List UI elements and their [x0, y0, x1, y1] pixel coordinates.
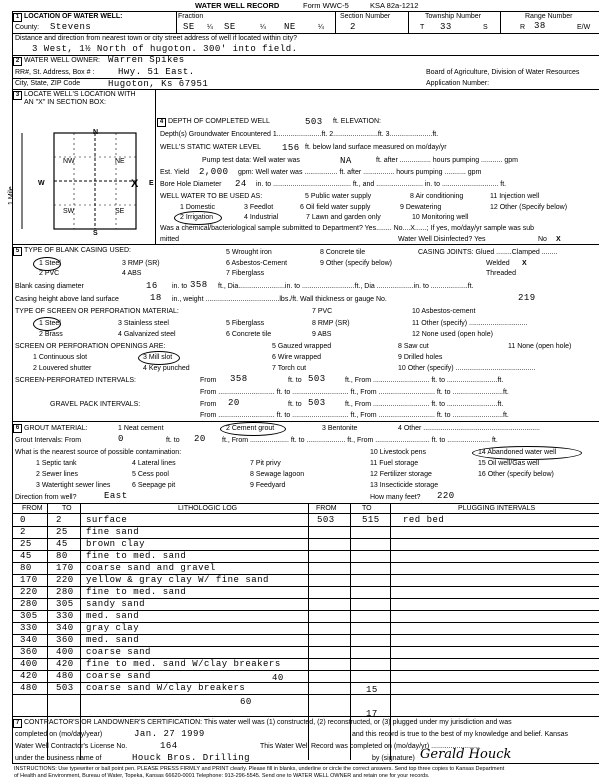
south-label: S	[93, 230, 98, 237]
contam-option: 4 Lateral lines	[132, 460, 176, 467]
township-value: 33	[440, 22, 452, 32]
casing-joint-threaded: Threaded	[486, 270, 516, 277]
selected-circle	[33, 257, 61, 271]
contam-option: 10 Livestock pens	[370, 449, 427, 456]
east-label: E	[149, 180, 154, 187]
to-label: ft. to	[288, 377, 302, 384]
rule	[155, 89, 156, 244]
quarter-2: SE	[224, 22, 236, 32]
contam-option: 1 Septic tank	[36, 460, 77, 467]
screen-interval-empty: From ............................. ft. to ............................. ft., From ............................. ft. to ..........................ft.	[200, 389, 509, 396]
rule	[335, 11, 336, 33]
log-lithology: surface	[86, 515, 128, 525]
casing-option: 3 RMP (SR)	[122, 260, 160, 267]
casing-option: 9 Other (specify below)	[320, 260, 392, 267]
pump-test-rest: ft. after ................ hours pumping ........... gpm	[376, 157, 518, 164]
address-label: RR#, St. Address, Box # :	[15, 69, 95, 76]
log-to: 360	[56, 635, 74, 645]
rule	[12, 33, 599, 34]
opening-option: 8 Saw cut	[398, 343, 429, 350]
contam-option-selected: 14 Abandoned water well	[478, 449, 557, 456]
log-from: 420	[20, 671, 38, 681]
contam-option: 9 Feedyard	[250, 482, 286, 489]
log-lithology: fine to med. sand	[86, 587, 187, 597]
rule	[12, 503, 599, 504]
section-label: LOCATE WELL'S LOCATION WITH	[24, 91, 136, 98]
groundwater-depths: Depth(s) Groundwater Encountered 1.......................ft. 2.......................ft. 3......................ft.	[160, 131, 439, 138]
log-lithology: brown clay	[86, 539, 146, 549]
opening-option: 4 Key punched	[143, 365, 190, 372]
contam-option: 11 Fuel storage	[370, 460, 419, 467]
log-from: 480	[20, 683, 38, 693]
screen-option: 5 Fiberglass	[226, 320, 265, 327]
log-lithology: med. sand	[86, 635, 140, 645]
log-from: 2	[20, 527, 26, 537]
depth-value: 503	[305, 117, 323, 127]
opening-option: 11 None (open hole)	[508, 343, 572, 350]
signature-label: by (signature)	[372, 755, 415, 762]
log-from: 305	[20, 611, 38, 621]
in-to-label: in. to	[172, 283, 188, 290]
section-number: 1	[13, 13, 22, 22]
openings-label: SCREEN OR PERFORATION OPENINGS ARE:	[15, 343, 166, 350]
log-to: 80	[56, 551, 68, 561]
section-number-label: Section Number	[340, 13, 391, 20]
range-direction: E/W	[577, 24, 591, 31]
grout-option: 1 Neat cement	[118, 425, 164, 432]
plug-to: 515	[362, 515, 380, 525]
log-from: 45	[20, 551, 32, 561]
contam-option: 6 Seepage pit	[132, 482, 176, 489]
screen-option: 2 Brass	[39, 331, 63, 338]
selected-circle	[138, 351, 180, 365]
direction-label: Direction from well?	[15, 494, 77, 501]
casing-height-rest: in., weight ......................................lbs./ft. Wall thickness or gauge No.	[172, 296, 387, 303]
log-to: 400	[56, 647, 74, 657]
contam-option: 8 Sewage lagoon	[250, 471, 305, 478]
use-option: 5 Public water supply	[305, 193, 372, 200]
gauge-value: 219	[518, 293, 536, 303]
grout-interval-rest: ft., From .................... ft. to .................... ft., From ............................ ft. to ...................... ft.	[222, 437, 498, 444]
log-from: 340	[20, 635, 38, 645]
log-to: 220	[56, 575, 74, 585]
log-lithology: yellow & gray clay W/ fine sand	[86, 575, 269, 585]
bore-label: Bore Hole Diameter	[160, 181, 222, 188]
opening-option: 10 Other (specify) .........................................	[398, 365, 536, 372]
disinfected-mark: X	[556, 236, 561, 243]
disinfected-question: Water Well Disinfected? Yes	[398, 236, 486, 243]
instructions-line-2: of Health and Environment, Bureau of Water, Topeka, Kansas 66620-0001 Telephone: 913-296-5545. Send one to WATER WELL OWNER and retain one for your records.	[14, 773, 430, 779]
section-number: 5	[13, 247, 22, 256]
from-label: From	[200, 401, 217, 408]
casing-option-selected: 1 Steel	[39, 260, 61, 267]
nw-label: NW	[63, 158, 75, 165]
rule	[12, 89, 599, 90]
log-to: 2	[56, 515, 62, 525]
sw-label: SW	[63, 208, 75, 215]
log-from: 0	[20, 515, 26, 525]
log-lithology: gray clay	[86, 623, 140, 633]
pump-test-value: NA	[340, 156, 352, 166]
casing-diameter-value: 16	[146, 281, 158, 291]
log-header-from: FROM	[22, 505, 43, 512]
feet-value: 220	[437, 491, 455, 501]
casing-diameter-rest: ft., Dia........................in. to ...........................ft., Dia ...................in. to ...................ft.	[218, 283, 474, 290]
form-number: Form WWC-5	[303, 1, 349, 10]
signature: Gerald Houck	[420, 747, 512, 762]
rule	[176, 11, 177, 33]
selected-circle	[220, 422, 286, 436]
section-label-2: AN "X" IN SECTION BOX:	[24, 99, 106, 106]
log-lithology: coarse sand and gravel	[86, 563, 216, 573]
opening-option: 2 Louvered shutter	[33, 365, 92, 372]
screen-option: 7 PVC	[312, 308, 333, 315]
casing-height-value: 18	[150, 293, 162, 303]
gravel-pack-label: GRAVEL PACK INTERVALS:	[50, 401, 141, 408]
license-rest: This Water Well Record was completed on (mo/day/yr) .........................	[260, 743, 480, 750]
completed-date: Jan. 27 1999	[134, 729, 205, 739]
license-label: Water Well Contractor's License No.	[15, 743, 128, 750]
rule	[12, 11, 599, 12]
elevation-label: ft. ELEVATION:	[333, 118, 381, 125]
selected-circle	[472, 446, 582, 460]
log-to: 45	[56, 539, 68, 549]
log-note-40: 40	[272, 673, 284, 683]
range-prefix: R	[520, 24, 526, 31]
rule	[12, 763, 599, 764]
plug-description: red bed	[403, 515, 445, 525]
use-option: 10 Monitoring well	[412, 214, 469, 221]
quarter-symbol: ¼	[207, 24, 213, 31]
welded-mark: X	[522, 260, 527, 267]
well-use-label: WELL WATER TO BE USED AS:	[160, 193, 263, 200]
log-lithology: med. sand	[86, 611, 140, 621]
bore-rest: in. to ........................................ ft., and ........................ in. to ............................. ft.	[256, 181, 507, 188]
use-option: 8 Air conditioning	[410, 193, 464, 200]
rule	[12, 513, 599, 514]
contam-option: 3 Watertight sewer lines	[36, 482, 111, 489]
casing-depth-value: 358	[190, 280, 208, 290]
opening-option: 1 Continuous slot	[33, 354, 88, 361]
log-note-15: 15	[366, 685, 378, 695]
use-option: 7 Lawn and garden only	[306, 214, 381, 221]
use-option: 9 Dewatering	[400, 204, 442, 211]
screen-option-selected: 1 Steel	[39, 320, 61, 327]
screen-option: 6 Concrete tile	[226, 331, 272, 338]
log-note-17: 17	[366, 709, 378, 719]
section-value: 2	[350, 22, 356, 32]
opening-option: 6 Wire wrapped	[272, 354, 322, 361]
log-from: 400	[20, 659, 38, 669]
grout-intervals-label: Grout Intervals: From	[15, 437, 82, 444]
casing-diameter-label: Blank casing diameter	[15, 283, 84, 290]
screen-option: 10 Asbestos-cement	[412, 308, 476, 315]
section-number: 2	[13, 57, 22, 66]
rule	[500, 11, 501, 33]
use-option: 3 Feedlot	[244, 204, 274, 211]
use-option: 12 Other (Specify below)	[490, 204, 568, 211]
use-option: 6 Oil field water supply	[300, 204, 371, 211]
business-label: under the business name of	[15, 755, 102, 762]
log-to: 503	[56, 683, 74, 693]
city-label: City, State, ZIP Code	[15, 80, 81, 87]
use-option: 11 Injection well	[490, 193, 540, 200]
opening-option-selected: 3 Mill slot	[143, 354, 173, 361]
contam-option: 7 Pit privy	[250, 460, 281, 467]
section-number: 3	[13, 91, 22, 100]
section-label: GROUT MATERIAL:	[24, 425, 88, 432]
selected-circle	[174, 211, 222, 225]
screen-option: 12 None used (open hole)	[412, 331, 493, 338]
log-from: 25	[20, 539, 32, 549]
log-header-to-2: TO	[362, 505, 372, 512]
instructions-line-1: INSTRUCTIONS: Use typewriter or ball point pen. PLEASE PRESS FIRMLY and PRINT clearly. Please fill in blanks, underline or circle the correct answers. Send top three copies to Kansas Department	[14, 766, 505, 772]
completed-rest: and this record is true to the best of my knowledge and belief. Kansas	[352, 731, 568, 738]
log-header-to: TO	[62, 505, 72, 512]
distance-label: Distance and direction from nearest town or city street address of well if located within city?	[15, 35, 298, 42]
well-location-mark: X	[131, 178, 139, 190]
log-header-from-2: FROM	[316, 505, 337, 512]
yield-value: 2,000	[199, 167, 229, 177]
owner-name: Warren Spikes	[108, 55, 185, 65]
use-option: 4 Industrial	[244, 214, 279, 221]
casing-option: 7 Fiberglass	[226, 270, 265, 277]
rule	[12, 421, 599, 422]
log-note-60: 60	[240, 697, 252, 707]
casing-option: 5 Wrought iron	[226, 249, 272, 256]
quarter-symbol: ¼	[318, 24, 324, 31]
log-to: 305	[56, 599, 74, 609]
grout-option: 3 Bentonite	[322, 425, 358, 432]
casing-height-label: Casing height above land surface	[15, 296, 119, 303]
screen-option: 11 Other (specify) ..............................	[412, 320, 528, 327]
rule	[408, 11, 409, 33]
opening-option: 7 Torch cut	[272, 365, 307, 372]
section-number: 7	[13, 719, 22, 728]
grout-option-selected: 2 Cement grout	[226, 425, 275, 432]
mile-label: 1 Mile	[8, 186, 15, 205]
log-lithology: fine sand	[86, 527, 140, 537]
log-from: 220	[20, 587, 38, 597]
chem-sample-question: Was a chemical/bacteriological sample submitted to Department? Yes........ No....X......; If yes, mo/day/yr sample was sub	[160, 225, 535, 232]
casing-option: 8 Concrete tile	[320, 249, 366, 256]
to-label: ft. to	[288, 401, 302, 408]
screen-material-label: TYPE OF SCREEN OR PERFORATION MATERIAL:	[15, 308, 179, 315]
section-number: 4	[157, 118, 166, 127]
casing-option: 4 ABS	[122, 270, 142, 277]
west-label: W	[38, 180, 45, 187]
static-level-label: WELL'S STATIC WATER LEVEL	[160, 144, 262, 151]
use-option: 1 Domestic	[180, 204, 216, 211]
rule	[12, 55, 599, 56]
range-label: Range Number	[525, 13, 573, 20]
screen-option: 9 ABS	[312, 331, 332, 338]
log-lithology: coarse sand	[86, 647, 151, 657]
yield-label: Est. Yield	[160, 169, 190, 176]
quarter-1: SE	[183, 22, 195, 32]
log-to: 280	[56, 587, 74, 597]
screen-option: 4 Galvanized steel	[118, 331, 176, 338]
log-from: 360	[20, 647, 38, 657]
yield-rest: gpm: Well water was ................. ft. after ................ hours pumping ........... gpm	[238, 169, 482, 176]
section-number: 6	[13, 424, 22, 433]
board-label: Board of Agriculture, Division of Water Resources	[426, 69, 580, 76]
gravel-interval-empty: From ............................. ft. to ............................. ft., From ............................. ft. to ..........................ft.	[200, 412, 509, 419]
city-value: Hugoton, Ks 67951	[108, 79, 209, 89]
log-header-lithologic: LITHOLOGIC LOG	[178, 505, 238, 512]
log-from: 80	[20, 563, 32, 573]
direction-value: East	[104, 491, 128, 501]
screen-to-value: 503	[308, 374, 326, 384]
township-label: Township Number	[425, 13, 482, 20]
disinfected-no: No	[538, 236, 547, 243]
section-location-grid	[14, 108, 154, 244]
township-prefix: T	[420, 24, 425, 31]
selected-circle	[33, 317, 61, 331]
grout-option: 4 Other ............................................................	[398, 425, 540, 432]
opening-option: 5 Gauzed wrapped	[272, 343, 332, 350]
distance-value: 3 West, 1½ North of hugoton. 300' into field.	[32, 44, 298, 54]
screen-option: 3 Stainless steel	[118, 320, 169, 327]
log-to: 170	[56, 563, 74, 573]
log-to: 420	[56, 659, 74, 669]
static-level-rest: ft. below land surface measured on mo/day/yr	[305, 144, 447, 151]
section-label: LOCATION OF WATER WELL:	[24, 13, 123, 20]
gravel-interval-rest: ft., From ............................. ft. to ..........................ft.	[345, 401, 504, 408]
screen-option: 8 RMP (SR)	[312, 320, 350, 327]
contamination-label: What is the nearest source of possible contamination:	[15, 449, 182, 456]
log-row-rule	[12, 694, 599, 695]
county-value: Stevens	[50, 22, 92, 32]
log-to: 330	[56, 611, 74, 621]
casing-joint-welded: Welded	[486, 260, 510, 267]
screen-interval-rest: ft., From ............................. ft. to ..........................ft.	[345, 377, 504, 384]
depth-label: DEPTH OF COMPLETED WELL	[168, 118, 270, 125]
from-label: From	[200, 377, 217, 384]
log-to: 25	[56, 527, 68, 537]
grout-to-value: 20	[194, 434, 206, 444]
log-from: 330	[20, 623, 38, 633]
casing-option: 2 PVC	[39, 270, 60, 277]
completed-label: completed on (mo/day/year)	[15, 731, 103, 738]
township-suffix: S	[483, 24, 488, 31]
contam-option: 13 Insecticide storage	[370, 482, 439, 489]
quarter-3: NE	[284, 22, 296, 32]
log-lithology: sandy sand	[86, 599, 146, 609]
log-header-plugging: PLUGGING INTERVALS	[458, 505, 536, 512]
casing-joints: CASING JOINTS: Glued ........Clamped ........	[418, 249, 558, 256]
opening-option: 9 Drilled holes	[398, 354, 443, 361]
business-name: Houck Bros. Drilling	[132, 753, 251, 763]
north-label: N	[93, 129, 99, 136]
log-lithology: coarse sand W/clay breakers	[86, 683, 246, 693]
form-statute: KSA 82a-1212	[370, 1, 419, 10]
log-to: 340	[56, 623, 74, 633]
static-level-value: 156	[282, 143, 300, 153]
contam-option: 16 Other (specify below)	[478, 471, 554, 478]
section-label: WATER WELL OWNER:	[24, 57, 100, 64]
casing-option: 6 Asbestos-Cement	[226, 260, 288, 267]
log-lithology: fine to med. sand W/clay breakers	[86, 659, 281, 669]
log-lithology: fine to med. sand	[86, 551, 187, 561]
gravel-to-value: 503	[308, 398, 326, 408]
section-label: TYPE OF BLANK CASING USED:	[24, 247, 131, 254]
feet-label: How many feet?	[370, 494, 421, 501]
use-option-selected: 2 Irrigation	[180, 214, 214, 221]
grout-from-value: 0	[118, 434, 124, 444]
contam-option: 12 Fertilizer storage	[370, 471, 432, 478]
se-label: SE	[115, 208, 125, 215]
county-label: County:	[15, 24, 40, 31]
log-lithology: coarse sand	[86, 671, 151, 681]
log-from: 280	[20, 599, 38, 609]
contam-option: 5 Cess pool	[132, 471, 169, 478]
form-title: WATER WELL RECORD	[195, 1, 280, 10]
screen-intervals-label: SCREEN-PERFORATED INTERVALS:	[15, 377, 136, 384]
fraction-label: Fraction	[178, 13, 204, 20]
screen-from-value: 358	[230, 374, 248, 384]
address-value: Hwy. 51 East.	[118, 67, 195, 77]
rule	[12, 716, 599, 717]
chem-sample-continued: mitted	[160, 236, 180, 243]
grout-to-label: ft. to	[166, 437, 180, 444]
application-number-label: Application Number:	[426, 80, 490, 87]
rule	[12, 11, 13, 763]
gravel-from-value: 20	[228, 398, 240, 408]
log-to: 480	[56, 671, 74, 681]
license-number: 164	[160, 741, 178, 751]
log-from: 170	[20, 575, 38, 585]
certification-text: CONTRACTOR'S OR LANDOWNER'S CERTIFICATION: This water well was (1) constructed, (2) reconstructed, or (3) plugged under my jurisdiction and was	[24, 719, 512, 726]
rule	[12, 244, 599, 245]
range-value: 38	[534, 21, 546, 31]
contam-option: 2 Sewer lines	[36, 471, 79, 478]
pump-test-label: Pump test data: Well water was	[202, 157, 300, 164]
contam-option: 15 Oil well/Gas well	[478, 460, 540, 467]
quarter-symbol: ¼	[260, 24, 266, 31]
ne-label: NE	[115, 158, 125, 165]
plug-from: 503	[317, 515, 335, 525]
bore-value: 24	[235, 179, 247, 189]
